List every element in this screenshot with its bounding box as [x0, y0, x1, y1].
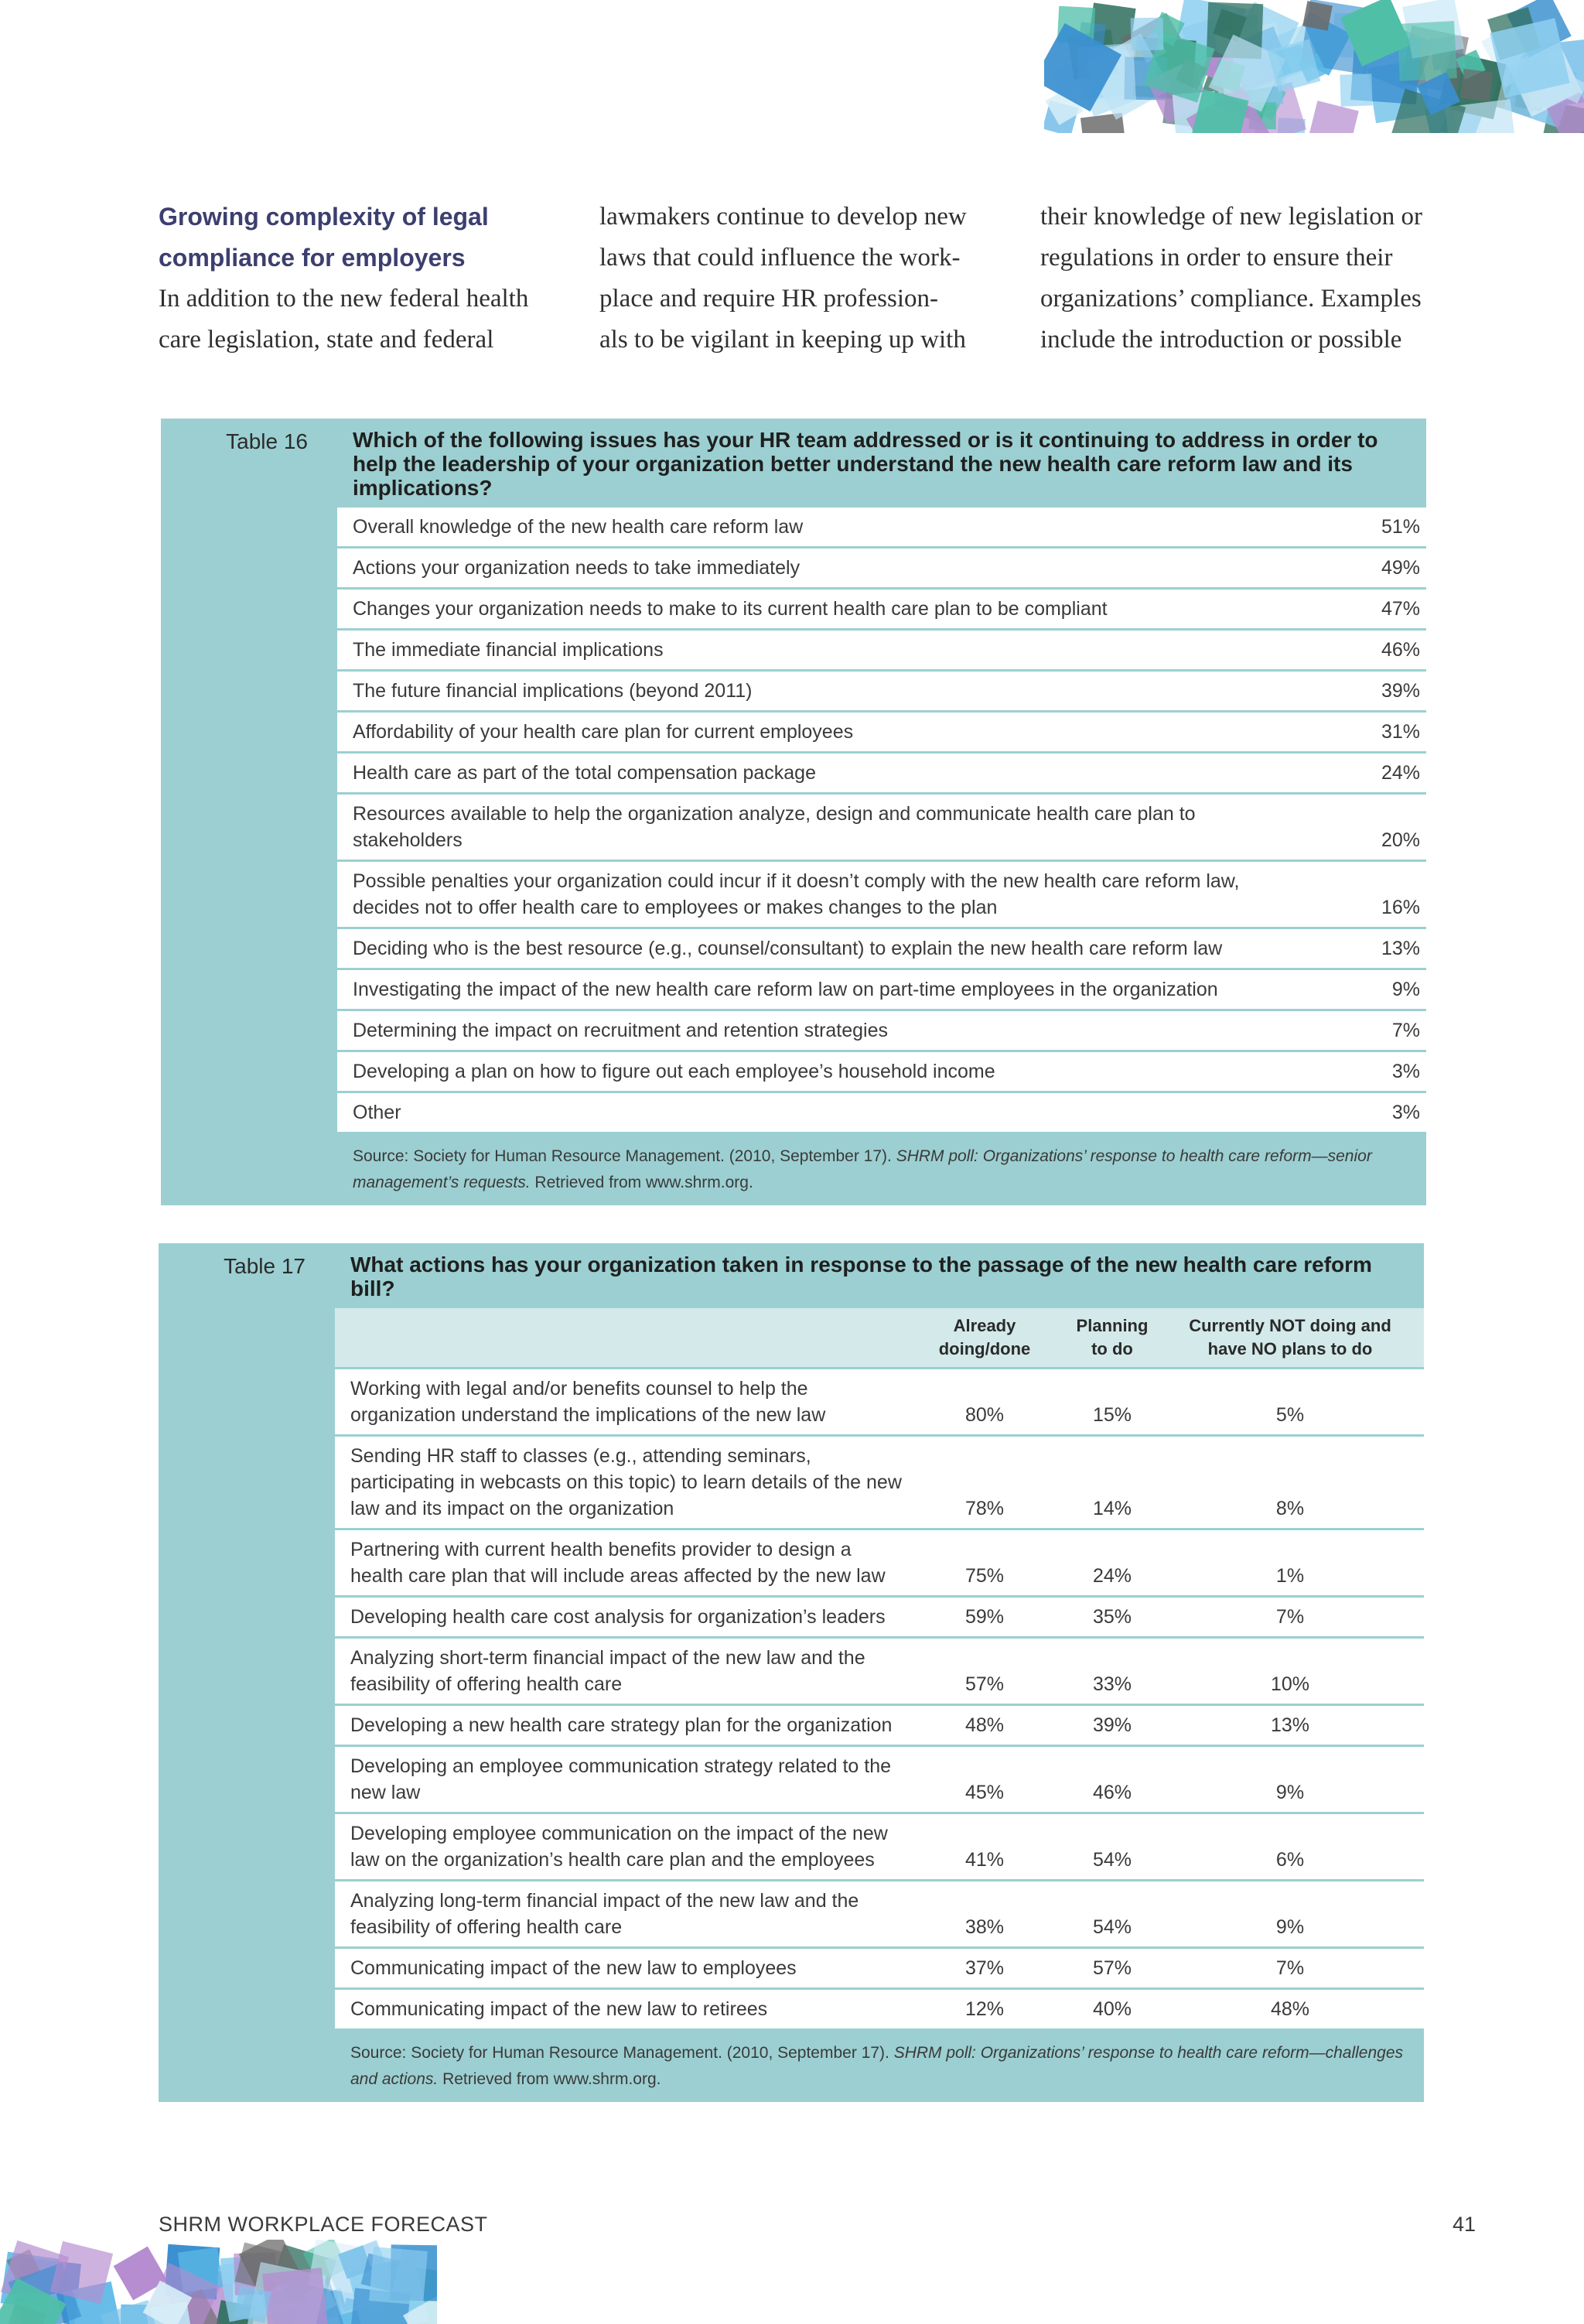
- row-value: 13%: [1381, 938, 1420, 959]
- table-label: Table 17: [224, 1254, 306, 1278]
- table-row: [335, 1881, 1424, 1949]
- row-value: 3%: [1391, 1102, 1420, 1123]
- section-heading: Growing complexity of legal compliance for employers: [159, 203, 489, 272]
- row-value: 39%: [1381, 680, 1420, 702]
- mosaic-square: [1397, 21, 1457, 81]
- table-row: [337, 862, 1426, 929]
- table-row: [335, 1369, 1424, 1437]
- table-row: [337, 631, 1426, 672]
- row-label: Affordability of your health care plan for current employees: [353, 721, 854, 743]
- table-question: What actions has your organization taken in response to the passage of the new health care reform bill?: [335, 1243, 1424, 1308]
- row-value: 49%: [1381, 557, 1420, 579]
- table-rows: [337, 508, 1426, 1134]
- value-planning: 57%: [1092, 1957, 1132, 1979]
- mosaic-square: [262, 2268, 328, 2324]
- table-row: [337, 929, 1426, 970]
- page-number: 41: [1452, 2213, 1476, 2236]
- row-label: Analyzing short-term financial impact of the new law and the feasibility of offering health care: [350, 1647, 865, 1695]
- row-label: The immediate financial implications: [353, 639, 664, 661]
- table-source: Source: Society for Human Resource Management. (2010, September 17). SHRM poll: Organizations’ response to health care reform—senior management’s requests. Retrieved from www.shrm.org.: [337, 1134, 1426, 1205]
- value-planning: 54%: [1092, 1849, 1132, 1871]
- table-16: [161, 419, 1426, 1205]
- value-not-doing: 9%: [1275, 1782, 1305, 1803]
- row-value: 3%: [1391, 1061, 1420, 1082]
- mosaic-square: [1340, 73, 1372, 106]
- value-already: 37%: [964, 1957, 1005, 1979]
- value-planning: 14%: [1092, 1498, 1132, 1519]
- row-value: 51%: [1381, 516, 1420, 538]
- table-row: [335, 1437, 1424, 1530]
- value-not-doing: 5%: [1275, 1404, 1305, 1426]
- row-label: Possible penalties your organization could incur if it doesn’t comply with the new health care reform law, decides not to offer health care to employees or makes changes to the plan: [353, 870, 1240, 918]
- value-already: 38%: [964, 1916, 1005, 1938]
- column-headers: [335, 1308, 1424, 1369]
- row-value: 9%: [1391, 979, 1420, 1000]
- table-row: [335, 1639, 1424, 1706]
- table-row: [337, 1052, 1426, 1093]
- table-row: [337, 549, 1426, 590]
- row-value: 7%: [1391, 1020, 1420, 1041]
- intro-text: [159, 197, 1435, 361]
- column-header-already: Already doing/done: [938, 1316, 1031, 1359]
- row-value: 24%: [1381, 762, 1420, 784]
- value-planning: 39%: [1092, 1714, 1132, 1736]
- table-source: Source: Society for Human Resource Management. (2010, September 17). SHRM poll: Organizations’ response to health care reform—challenges and actions. Retrieved from www.shrm.org.: [335, 2031, 1424, 2102]
- table-row: [337, 970, 1426, 1011]
- mosaic-square: [1302, 1, 1333, 31]
- row-label: Developing a plan on how to figure out each employee’s household income: [353, 1061, 995, 1082]
- row-value: 16%: [1381, 897, 1420, 918]
- value-already: 41%: [964, 1849, 1005, 1871]
- row-label: Developing health care cost analysis for organization’s leaders: [350, 1606, 886, 1628]
- row-label: Developing employee communication on the impact of the new law on the organization’s health care plan and the employees: [350, 1823, 888, 1871]
- row-label: Developing a new health care strategy plan for the organization: [350, 1714, 893, 1736]
- value-already: 59%: [964, 1606, 1005, 1628]
- row-label: Developing an employee communication strategy related to the new law: [350, 1755, 892, 1803]
- row-value: 46%: [1381, 639, 1420, 661]
- value-planning: 35%: [1092, 1606, 1132, 1628]
- table-rows: [335, 1369, 1424, 2031]
- value-not-doing: 1%: [1275, 1565, 1305, 1587]
- table-row: [337, 508, 1426, 549]
- row-label: The future financial implications (beyond 2011): [353, 680, 753, 702]
- intro-column-2: lawmakers continue to develop new laws that could influence the work- place and require HR profession- als to be vigilant in keeping up with: [599, 203, 967, 354]
- value-planning: 33%: [1092, 1673, 1132, 1695]
- mosaic-square: [1460, 69, 1493, 101]
- value-planning: 40%: [1092, 1998, 1132, 2020]
- row-label: Actions your organization needs to take immediately: [353, 557, 801, 579]
- column-header-not-doing: Currently NOT doing and have NO plans to do: [1189, 1316, 1391, 1359]
- value-not-doing: 48%: [1270, 1998, 1310, 2020]
- table-row: [337, 713, 1426, 754]
- table-row: [335, 1598, 1424, 1639]
- table-row: [337, 795, 1426, 862]
- value-already: 12%: [964, 1998, 1005, 2020]
- table-row: [337, 1093, 1426, 1134]
- value-not-doing: 7%: [1275, 1957, 1305, 1979]
- table-body: [337, 419, 1426, 1134]
- value-already: 48%: [964, 1714, 1005, 1736]
- footer-publication: SHRM WORKPLACE FORECAST: [159, 2213, 488, 2236]
- row-label: Sending HR staff to classes (e.g., attending seminars, participating in webcasts on this topic) to learn details of the new law and its impact on the organization: [350, 1445, 902, 1519]
- table-row: [335, 1814, 1424, 1881]
- table-row: [335, 1949, 1424, 1990]
- row-label: Other: [353, 1102, 401, 1123]
- value-not-doing: 13%: [1270, 1714, 1310, 1736]
- row-value: 31%: [1381, 721, 1420, 743]
- table-row: [335, 1747, 1424, 1814]
- decorative-mosaic-top: [1044, 0, 1584, 133]
- value-not-doing: 7%: [1275, 1606, 1305, 1628]
- table-row: [337, 754, 1426, 795]
- table-label: Table 16: [226, 429, 308, 453]
- value-already: 78%: [964, 1498, 1005, 1519]
- table-row: [337, 590, 1426, 631]
- table-row: [335, 1990, 1424, 2031]
- row-label: Resources available to help the organization analyze, design and communicate health care plan to stakeholders: [353, 803, 1196, 851]
- table-row: [335, 1706, 1424, 1747]
- table-17: [159, 1243, 1424, 2102]
- row-label: Partnering with current health benefits provider to design a health care plan that will include areas affected by the new law: [350, 1539, 886, 1587]
- row-value: 47%: [1381, 598, 1420, 620]
- table-question: Which of the following issues has your HR team addressed or is it continuing to address in order to help the leadership of your organization better understand the new health care reform law and its implications?: [337, 419, 1426, 508]
- value-not-doing: 10%: [1270, 1673, 1310, 1695]
- table-row: [337, 1011, 1426, 1052]
- mosaic-square: [234, 2285, 271, 2323]
- mosaic-square: [369, 2247, 428, 2305]
- row-label: Overall knowledge of the new health care reform law: [353, 516, 804, 538]
- row-label: Working with legal and/or benefits counsel to help the organization understand the implications of the new law: [350, 1378, 826, 1426]
- row-label: Communicating impact of the new law to retirees: [350, 1998, 768, 2020]
- value-planning: 24%: [1092, 1565, 1132, 1587]
- row-label: Deciding who is the best resource (e.g., counsel/consultant) to explain the new health care reform law: [353, 938, 1223, 959]
- value-already: 45%: [964, 1782, 1005, 1803]
- row-label: Analyzing long-term financial impact of the new law and the feasibility of offering health care: [350, 1890, 859, 1938]
- row-value: 20%: [1381, 829, 1420, 851]
- row-label: Determining the impact on recruitment and retention strategies: [353, 1020, 889, 1041]
- value-planning: 54%: [1092, 1916, 1132, 1938]
- value-planning: 46%: [1092, 1782, 1132, 1803]
- row-label: Investigating the impact of the new health care reform law on part-time employees in the organization: [353, 979, 1218, 1000]
- value-planning: 15%: [1092, 1404, 1132, 1426]
- table-body: [335, 1243, 1424, 2031]
- mosaic-square: [1131, 18, 1164, 51]
- intro-column-1: Growing complexity of legal compliance for employers In addition to the new federal health care legislation, state and federal: [159, 197, 542, 361]
- value-not-doing: 6%: [1275, 1849, 1305, 1871]
- row-label: Communicating impact of the new law to employees: [350, 1957, 797, 1979]
- value-already: 75%: [964, 1565, 1005, 1587]
- value-not-doing: 8%: [1275, 1498, 1305, 1519]
- row-label: Health care as part of the total compensation package: [353, 762, 816, 784]
- intro-column-3: their knowledge of new legislation or regulations in order to ensure their organizations’ compliance. Examples include the introduction or possible: [1040, 203, 1422, 354]
- value-already: 80%: [964, 1404, 1005, 1426]
- value-not-doing: 9%: [1275, 1916, 1305, 1938]
- table-row: [337, 672, 1426, 713]
- decorative-mosaic-bottom: [0, 2240, 437, 2324]
- column-header-planning: Planning to do: [1076, 1316, 1149, 1359]
- value-already: 57%: [964, 1673, 1005, 1695]
- table-row: [335, 1530, 1424, 1598]
- row-label: Changes your organization needs to make to its current health care plan to be compliant: [353, 598, 1108, 620]
